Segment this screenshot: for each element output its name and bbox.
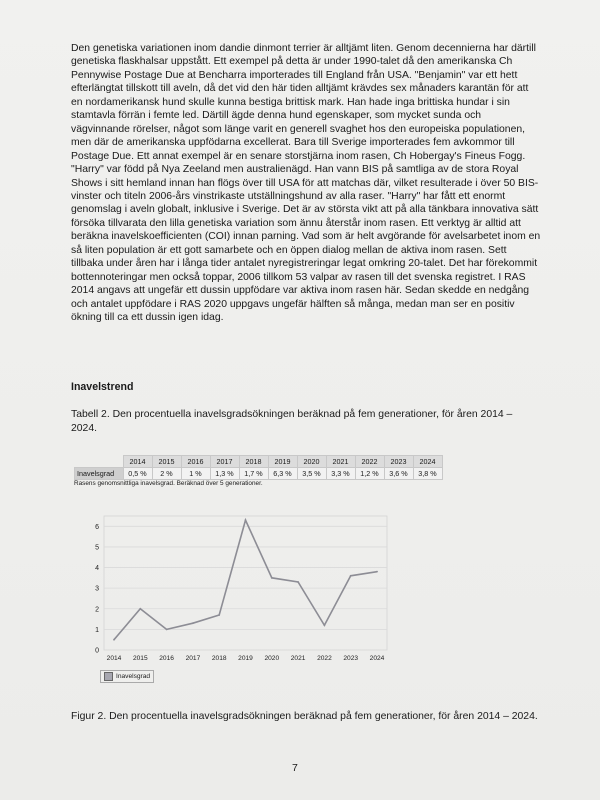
table-year-header: 2019	[268, 456, 297, 468]
x-tick-label: 2019	[238, 655, 253, 662]
table-cell: 0,5 %	[123, 468, 152, 480]
table-cell: 3,8 %	[413, 468, 442, 480]
data-point	[218, 614, 220, 616]
table-cell: 3,3 %	[326, 468, 355, 480]
table-year-header: 2024	[413, 456, 442, 468]
x-tick-label: 2022	[317, 655, 332, 662]
page-number: 7	[292, 762, 298, 774]
series-line	[114, 520, 377, 640]
table-cell: 3,5 %	[297, 468, 326, 480]
table-row-label: Inavelsgrad	[75, 468, 124, 480]
table-year-header: 2021	[326, 456, 355, 468]
table-year-header: 2023	[384, 456, 413, 468]
legend-swatch	[104, 672, 113, 681]
figure-caption: Figur 2. Den procentuella inavelsgradsökningen beräknad på fem generationer, för åren 2014 – 2024.	[71, 711, 538, 722]
data-point	[324, 624, 326, 626]
y-tick-label: 3	[95, 585, 99, 593]
x-tick-label: 2014	[106, 655, 122, 662]
y-tick-label: 1	[95, 626, 99, 634]
table-cell: 1,7 %	[239, 468, 268, 480]
table-note: Rasens genomsnittliga inavelsgrad. Beräknad över 5 generationer.	[74, 480, 263, 487]
table-year-header: 2015	[152, 456, 181, 468]
data-point	[139, 608, 141, 610]
inbreeding-table	[74, 455, 443, 480]
table-header-row	[75, 456, 443, 468]
table-year-header: 2016	[181, 456, 210, 468]
table-cell: 6,3 %	[268, 468, 297, 480]
y-tick-label: 0	[95, 647, 99, 655]
table-cell: 2 %	[152, 468, 181, 480]
x-tick-label: 2020	[264, 655, 280, 662]
y-tick-label: 2	[95, 606, 99, 614]
x-tick-label: 2018	[211, 655, 227, 662]
legend-label: Inavelsgrad	[116, 673, 151, 680]
section-heading: Inavelstrend	[71, 381, 134, 393]
table-cell: 3,6 %	[384, 468, 413, 480]
table-year-header: 2014	[123, 456, 152, 468]
x-tick-label: 2017	[185, 655, 201, 662]
x-tick-label: 2021	[290, 655, 306, 662]
y-tick-label: 6	[95, 523, 99, 531]
data-point	[297, 581, 299, 583]
table-caption: Tabell 2. Den procentuella inavelsgradsökningen beräknad på fem generationer, för åren 2014 – 2024.	[71, 409, 513, 434]
x-tick-label: 2023	[343, 655, 359, 662]
chart-svg	[72, 508, 402, 668]
table-year-header: 2020	[297, 456, 326, 468]
table-cell: 1,2 %	[355, 468, 384, 480]
x-tick-label: 2024	[369, 655, 385, 662]
data-point	[245, 519, 247, 521]
x-tick-label: 2015	[132, 655, 148, 662]
table-row	[75, 468, 443, 480]
table-year-header: 2022	[355, 456, 384, 468]
table-cell: 1,3 %	[210, 468, 239, 480]
table-year-header: 2017	[210, 456, 239, 468]
data-point	[271, 577, 273, 579]
body-paragraph: Den genetiska variationen inom dandie dinmont terrier är alltjämt liten. Genom decennierna har därtill genetiska flaskhalsar uppstått. Ett exempel på detta är under 1990-talet då den amerikanska Ch Pennywise Postage Due at Bencharra importerades till England från USA. "Benjamin" var ett hett efterlängtat tillskott till aveln, då det vid den här tiden alltjämt krävdes sex månaders karantän för att en nordamerikansk hund skulle kunna bestiga brittisk mark. Han hade inga brittiska hundar i sin stamtavla förrän i femte led. Därtill ägde denna hund egenskaper, som mycket sunda och vägvinnande rörelser, något som länge varit en generell svaghet hos den europeiska populationen, men där de amerikanska uppfödarna excellerat. Bara till Sverige importerades fem avkommor till Postage Due. Ett annat exempel är en senare storstjärna inom rasen, Ch Hobergay's Fineus Fogg. "Harry" var född på Nya Zeeland men australienägd. Han vann BIS på samtliga av de stora Royal Shows i sitt hemland innan han flögs över till USA för att matchas där, vilket resulterade i över 50 BIS-vinster och titeln 2006-års vinstrikaste utställningshund av alla raser. "Harry" har fått ett enormt genomslag i aveln globalt, inklusive i Sverige. Det är av största vikt att på alla tänkbara innovativa sätt försöka tillvarata den lilla genetiska variation som ännu återstår inom rasen. Ett verktyg är alltid att beräkna inavelskoefficienten (COI) innan parning. Vad som är helt avgörande för avelsarbetet inom en så liten population är ett gott samarbete och en öppen dialog mellan de aktiva inom rasen. Sett tillbaka under åren har i långa tider antalet nyregistreringar legat omkring 20-talet. Det har förekommit bottennoteringar men också toppar, 2006 tillkom 53 valpar av rasen till det svenska registret. I RAS 2014 angavs att ungefär ett dussin uppfödare var aktiva inom rasen här. Sedan skedde en nedgång och antalet uppfödare i RAS 2020 uppgavs ungefär hälften så många, medan man ser en positiv ökning till ca ett dussin igen idag.	[71, 43, 541, 324]
data-point	[376, 571, 378, 573]
y-tick-label: 5	[95, 544, 99, 552]
data-point	[192, 622, 194, 624]
data-point	[166, 628, 168, 630]
chart-legend	[100, 670, 154, 683]
line-chart	[72, 508, 402, 688]
x-tick-label: 2016	[159, 655, 174, 662]
table-year-header: 2018	[239, 456, 268, 468]
table-corner-cell	[75, 456, 124, 468]
data-point	[350, 575, 352, 577]
data-point	[113, 639, 115, 641]
table-cell: 1 %	[181, 468, 210, 480]
y-tick-label: 4	[95, 565, 99, 573]
plot-area	[104, 516, 387, 650]
